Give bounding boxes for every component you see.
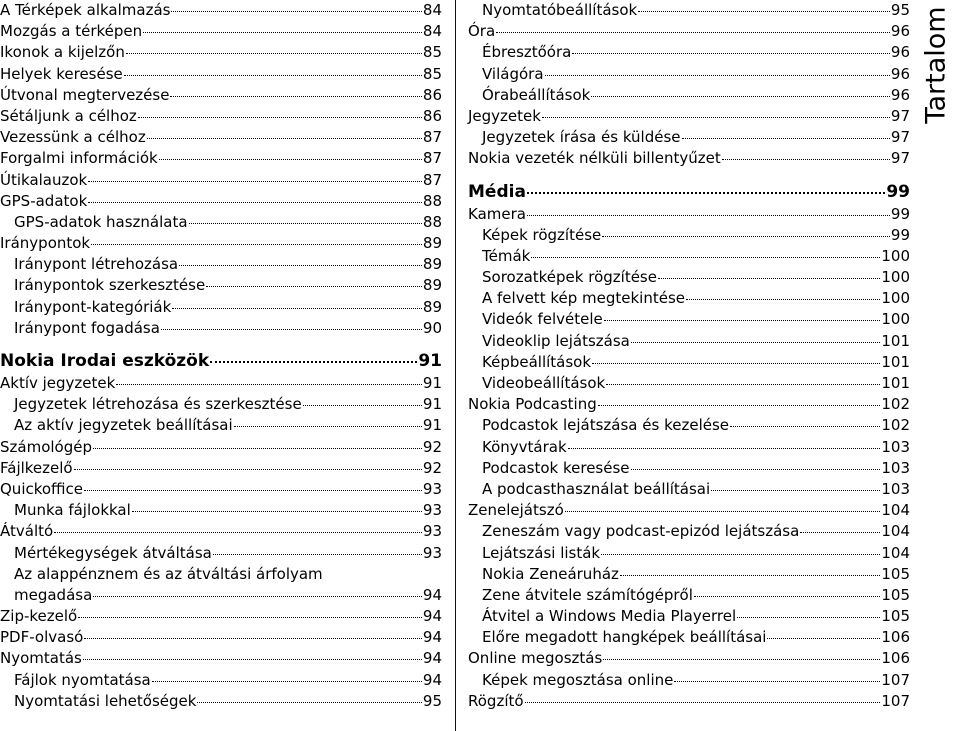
toc-entry[interactable] [468, 500, 910, 521]
toc-leader-dots [631, 342, 880, 343]
toc-page-number: 103 [881, 437, 910, 456]
toc-entry[interactable] [0, 85, 442, 106]
toc-page-number: 87 [422, 170, 442, 189]
side-title-text: Tartalom [920, 6, 952, 124]
toc-entry[interactable] [468, 309, 910, 330]
toc-page-number: 94 [422, 649, 442, 668]
toc-entry-title: Média [468, 181, 526, 202]
toc-entry-title: Helyek keresése [0, 64, 123, 83]
toc-leader-dots [147, 138, 422, 139]
toc-entry[interactable] [468, 106, 910, 127]
toc-entry[interactable] [468, 148, 910, 169]
toc-entry-title: Útikalauzok [0, 170, 88, 189]
toc-entry[interactable] [468, 0, 910, 21]
toc-page-number: 88 [422, 212, 442, 231]
toc-leader-dots [143, 32, 422, 33]
toc-leader-dots [83, 659, 422, 660]
toc-entry-title: Nyomtatóbeállítások [482, 1, 638, 19]
toc-page-number: 100 [881, 310, 910, 329]
toc-entry[interactable] [468, 373, 910, 394]
toc-page-number: 105 [881, 564, 910, 583]
toc-leader-dots [674, 681, 880, 682]
toc-entry[interactable] [468, 437, 910, 458]
toc-entry[interactable] [0, 606, 442, 627]
toc-leader-dots [189, 223, 422, 224]
toc-page-number: 100 [881, 289, 910, 308]
toc-entry[interactable] [0, 564, 442, 585]
toc-leader-dots [74, 469, 422, 470]
toc-page-number: 101 [881, 331, 910, 350]
toc-entry[interactable] [0, 627, 442, 648]
toc-entry-title: Óra [468, 22, 496, 41]
toc-entry-title: Az aktív jegyzetek beállításai [14, 416, 233, 435]
toc-leader-dots [93, 448, 422, 449]
toc-page-number: 84 [422, 22, 442, 41]
toc-leader-dots [620, 575, 880, 576]
toc-entry[interactable] [468, 606, 910, 627]
toc-leader-dots [138, 117, 422, 118]
toc-entry[interactable] [468, 127, 910, 148]
toc-leader-dots [206, 286, 422, 287]
toc-page-number: 96 [890, 85, 910, 104]
toc-leader-dots [54, 532, 422, 533]
toc-page-number: 97 [890, 106, 910, 125]
toc-page-number: 97 [890, 149, 910, 168]
toc-page-number: 107 [881, 670, 910, 689]
toc-entry[interactable] [0, 648, 442, 669]
toc-leader-dots [124, 75, 422, 76]
toc-page-number: 91 [418, 351, 442, 371]
toc-entry-title: Videók felvétele [482, 310, 603, 329]
toc-page-number: 101 [881, 352, 910, 371]
toc-leader-dots [682, 138, 890, 139]
toc-entry[interactable] [468, 543, 910, 564]
toc-entry-title: A felvett kép megtekintése [482, 289, 685, 308]
toc-page-number: 105 [881, 585, 910, 604]
toc-leader-dots [527, 192, 885, 194]
toc-entry-title: Képbeállítások [482, 352, 592, 371]
toc-entry-title: Mozgás a térképen [0, 22, 143, 41]
toc-page-number: 88 [422, 191, 442, 210]
toc-entry[interactable] [0, 394, 442, 415]
column-divider [455, 0, 456, 731]
toc-entry-title: Ikonok a kijelzőn [0, 43, 125, 62]
toc-leader-dots [84, 490, 422, 491]
toc-entry-title: Világóra [482, 64, 544, 83]
toc-page-number: 84 [422, 1, 442, 19]
toc-entry[interactable] [468, 288, 910, 309]
toc-entry[interactable] [468, 21, 910, 42]
toc-page-number: 90 [422, 318, 442, 337]
toc-entry-title: Az alappénznem és az átváltási árfolyam [14, 564, 323, 583]
toc-leader-dots [496, 32, 890, 33]
toc-entry[interactable] [0, 212, 442, 233]
toc-page-number: 99 [886, 181, 910, 202]
toc-leader-dots [602, 236, 890, 237]
toc-leader-dots [197, 702, 421, 703]
toc-entry-title: Nokia Podcasting [468, 395, 597, 414]
toc-entry[interactable] [468, 521, 910, 542]
toc-column-left [0, 0, 442, 712]
toc-leader-dots [91, 244, 422, 245]
toc-entry-title: GPS-adatok [0, 191, 88, 210]
toc-entry[interactable] [0, 543, 442, 564]
toc-entry-title: Témák [482, 246, 531, 265]
toc-entry[interactable] [468, 627, 910, 648]
toc-leader-dots [88, 181, 422, 182]
toc-page-number: 91 [422, 374, 442, 392]
toc-entry-title: Zene átvitele számítógépről [482, 585, 693, 604]
toc-entry-title: Iránypont-kategóriák [14, 297, 172, 316]
side-title [916, 0, 956, 140]
toc-page-number: 107 [881, 691, 910, 710]
toc-entry[interactable] [0, 254, 442, 275]
toc-leader-dots [658, 278, 880, 279]
toc-entry[interactable] [0, 233, 442, 254]
toc-leader-dots [152, 681, 422, 682]
toc-leader-dots [234, 426, 422, 427]
toc-entry-title: Videoklip lejátszása [482, 331, 630, 350]
toc-entry-title: Ébresztőóra [482, 43, 572, 62]
toc-leader-dots [179, 265, 422, 266]
toc-page-number: 86 [422, 85, 442, 104]
toc-entry[interactable] [468, 42, 910, 63]
toc-entry-title: Órabeállítások [482, 85, 591, 104]
toc-entry[interactable] [0, 0, 442, 21]
toc-entry-title: Átváltó [0, 522, 54, 541]
toc-entry[interactable] [0, 373, 442, 394]
toc-entry-title: Jegyzetek [468, 106, 541, 125]
toc-leader-dots [525, 702, 881, 703]
toc-leader-dots [132, 511, 422, 512]
toc-entry-title: Jegyzetek írása és küldése [482, 128, 681, 147]
toc-page-number: 94 [422, 670, 442, 689]
toc-entry-title: Podcastok keresése [482, 458, 630, 477]
toc-entry[interactable] [468, 64, 910, 85]
toc-page-number: 96 [890, 64, 910, 83]
toc-leader-dots [116, 384, 422, 385]
toc-entry-title: Zeneszám vagy podcast-epizód lejátszása [482, 522, 800, 541]
toc-leader-dots [800, 532, 880, 533]
toc-page-number: 102 [881, 395, 910, 414]
toc-entry[interactable] [0, 275, 442, 296]
toc-page-number: 87 [422, 149, 442, 168]
toc-entry-title: A podcasthasználat beállításai [482, 479, 711, 498]
toc-entry-title: Könyvtárak [482, 437, 567, 456]
toc-entry[interactable] [468, 458, 910, 479]
toc-entry-title: Képek rögzítése [482, 225, 602, 244]
toc-entry[interactable] [0, 191, 442, 212]
toc-page-number: 106 [881, 649, 910, 668]
toc-entry-title: Forgalmi információk [0, 149, 158, 168]
toc-entry-title: Kamera [468, 204, 526, 223]
toc-entry[interactable] [0, 64, 442, 85]
toc-entry-title: Előre megadott hangképek beállításai [482, 628, 767, 647]
toc-entry[interactable] [0, 415, 442, 436]
toc-entry-title: Útvonal megtervezése [0, 85, 170, 104]
toc-leader-dots [598, 405, 881, 406]
toc-entry[interactable] [0, 21, 442, 42]
toc-leader-dots [303, 405, 422, 406]
toc-entry[interactable] [468, 352, 910, 373]
toc-page-number: 85 [422, 43, 442, 62]
toc-entry[interactable] [468, 204, 910, 225]
toc-leader-dots [565, 511, 881, 512]
toc-column-right [468, 0, 910, 712]
toc-entry[interactable] [468, 225, 910, 246]
toc-entry[interactable] [468, 331, 910, 352]
toc-entry-title: Nokia vezeték nélküli billentyűzet [468, 149, 721, 168]
toc-entry[interactable] [0, 127, 442, 148]
toc-entry[interactable] [0, 318, 442, 339]
toc-entry[interactable] [0, 458, 442, 479]
toc-leader-dots [572, 53, 890, 54]
toc-page-number: 92 [422, 437, 442, 456]
toc-page-number: 104 [881, 522, 910, 541]
toc-entry-title: Nyomtatási lehetőségek [14, 691, 197, 710]
toc-page-number: 89 [422, 234, 442, 253]
toc-entry[interactable] [468, 246, 910, 267]
toc-entry-title: Nokia Irodai eszközök [0, 351, 210, 371]
toc-section-heading[interactable] [0, 349, 442, 373]
toc-leader-dots [591, 96, 890, 97]
toc-entry-title: Fájlok nyomtatása [14, 670, 151, 689]
toc-entry[interactable] [0, 148, 442, 169]
toc-page-number: 92 [422, 458, 442, 477]
toc-leader-dots [606, 384, 880, 385]
toc-leader-dots [767, 638, 880, 639]
toc-entry-title: Mértékegységek átváltása [14, 543, 212, 562]
toc-entry[interactable] [0, 479, 442, 500]
toc-entry-title: Munka fájlokkal [14, 501, 131, 520]
toc-entry-title: Rögzítő [468, 691, 524, 710]
toc-section-heading[interactable] [468, 180, 910, 204]
toc-page-number: 85 [422, 64, 442, 83]
toc-leader-dots [84, 638, 422, 639]
toc-entry-title: Podcastok lejátszása és kezelése [482, 416, 730, 435]
toc-leader-dots [210, 361, 417, 363]
toc-page-number: 89 [422, 255, 442, 274]
toc-leader-dots [542, 117, 890, 118]
toc-leader-dots [601, 554, 880, 555]
toc-leader-dots [638, 11, 890, 12]
toc-entry[interactable] [0, 670, 442, 691]
toc-leader-dots [88, 202, 422, 203]
toc-page-number: 94 [422, 585, 442, 604]
toc-entry-title: Számológép [0, 437, 92, 456]
toc-entry-title: Iránypont fogadása [14, 318, 160, 337]
toc-entry-title: megadása [14, 585, 93, 604]
toc-page-number: 96 [890, 43, 910, 62]
toc-entry[interactable] [468, 691, 910, 712]
toc-leader-dots [604, 320, 881, 321]
toc-entry[interactable] [468, 415, 910, 436]
toc-page-number: 100 [881, 268, 910, 287]
toc-leader-dots [213, 554, 422, 555]
toc-page-number: 103 [881, 479, 910, 498]
toc-page-number: 96 [890, 22, 910, 41]
toc-page-number: 93 [422, 479, 442, 498]
toc-leader-dots [694, 596, 880, 597]
toc-entry[interactable] [0, 437, 442, 458]
toc-entry[interactable] [0, 297, 442, 318]
toc-page-number: 94 [422, 607, 442, 626]
toc-leader-dots [93, 596, 422, 597]
toc-leader-dots [171, 11, 421, 12]
toc-entry[interactable] [0, 42, 442, 63]
toc-page-number: 87 [422, 128, 442, 147]
toc-page-number: 101 [881, 374, 910, 392]
toc-leader-dots [545, 75, 890, 76]
toc-page-number: 95 [890, 1, 910, 19]
toc-entry[interactable] [0, 691, 442, 712]
toc-leader-dots [161, 329, 422, 330]
toc-entry-title: GPS-adatok használata [14, 212, 188, 231]
toc-leader-dots [170, 96, 421, 97]
toc-entry[interactable] [468, 267, 910, 288]
toc-leader-dots [172, 308, 422, 309]
toc-page-number: 86 [422, 106, 442, 125]
toc-entry-title: Sorozatképek rögzítése [482, 268, 657, 287]
toc-entry-title: Zenelejátszó [468, 501, 564, 520]
toc-entry-title: Iránypontok [0, 234, 91, 253]
toc-entry[interactable] [0, 521, 442, 542]
toc-page-number: 99 [890, 225, 910, 244]
toc-entry-title: Zip-kezelő [0, 607, 78, 626]
toc-page-number: 104 [881, 543, 910, 562]
toc-entry-title: Vezessünk a célhoz [0, 128, 146, 147]
toc-page-number: 89 [422, 297, 442, 316]
toc-entry[interactable] [468, 670, 910, 691]
toc-entry-title: Nokia Zeneáruház [482, 564, 619, 583]
toc-entry-title: Quickoffice [0, 479, 84, 498]
toc-entry[interactable] [468, 394, 910, 415]
toc-page-number: 91 [422, 416, 442, 435]
toc-leader-dots [159, 159, 422, 160]
toc-leader-dots [722, 159, 890, 160]
toc-entry-title: Átvitel a Windows Media Playerrel [482, 607, 737, 626]
toc-page-number: 99 [890, 204, 910, 223]
toc-page-number: 93 [422, 543, 442, 562]
toc-page-number: 97 [890, 128, 910, 147]
toc-leader-dots [527, 215, 890, 216]
toc-entry-title: Online megosztás [468, 649, 603, 668]
toc-page-number: 89 [422, 276, 442, 295]
toc-leader-dots [568, 448, 881, 449]
toc-leader-dots [686, 299, 880, 300]
toc-entry[interactable] [468, 479, 910, 500]
toc-page-number: 103 [881, 458, 910, 477]
toc-entry[interactable] [0, 500, 442, 521]
toc-entry[interactable] [468, 585, 910, 606]
toc-page-number: 93 [422, 501, 442, 520]
toc-page-number: 93 [422, 522, 442, 541]
toc-page-number: 102 [881, 416, 910, 435]
toc-entry[interactable] [468, 564, 910, 585]
toc-leader-dots [126, 53, 422, 54]
toc-entry-title: Videobeállítások [482, 374, 606, 392]
toc-entry[interactable] [0, 585, 442, 606]
toc-leader-dots [711, 490, 880, 491]
toc-page-number: 91 [422, 395, 442, 414]
toc-entry[interactable] [468, 85, 910, 106]
toc-entry-title: Jegyzetek létrehozása és szerkesztése [14, 395, 302, 414]
toc-leader-dots [603, 659, 880, 660]
toc-entry-title: Aktív jegyzetek [0, 374, 116, 392]
toc-entry-title: Képek megosztása online [482, 670, 674, 689]
toc-page-number: 105 [881, 607, 910, 626]
toc-entry-title: Iránypontok szerkesztése [14, 276, 206, 295]
toc-entry-title: Sétáljunk a célhoz [0, 106, 137, 125]
toc-entry-title: Lejátszási listák [482, 543, 601, 562]
toc-entry-title: Nyomtatás [0, 649, 82, 668]
toc-page-number: 104 [881, 501, 910, 520]
toc-entry[interactable] [0, 106, 442, 127]
toc-entry-title: Iránypont létrehozása [14, 255, 179, 274]
toc-page-number: 106 [881, 628, 910, 647]
toc-entry-title: A Térképek alkalmazás [0, 1, 171, 19]
toc-leader-dots [78, 617, 422, 618]
toc-entry[interactable] [0, 170, 442, 191]
toc-entry-title: PDF-olvasó [0, 628, 84, 647]
toc-leader-dots [592, 363, 880, 364]
toc-page-number: 94 [422, 628, 442, 647]
toc-entry-title: Fájlkezelő [0, 458, 73, 477]
toc-page-number: 95 [422, 691, 442, 710]
toc-leader-dots [730, 426, 880, 427]
toc-page-number: 100 [881, 246, 910, 265]
toc-leader-dots [737, 617, 880, 618]
toc-entry[interactable] [468, 648, 910, 669]
toc-leader-dots [531, 257, 880, 258]
toc-leader-dots [631, 469, 881, 470]
